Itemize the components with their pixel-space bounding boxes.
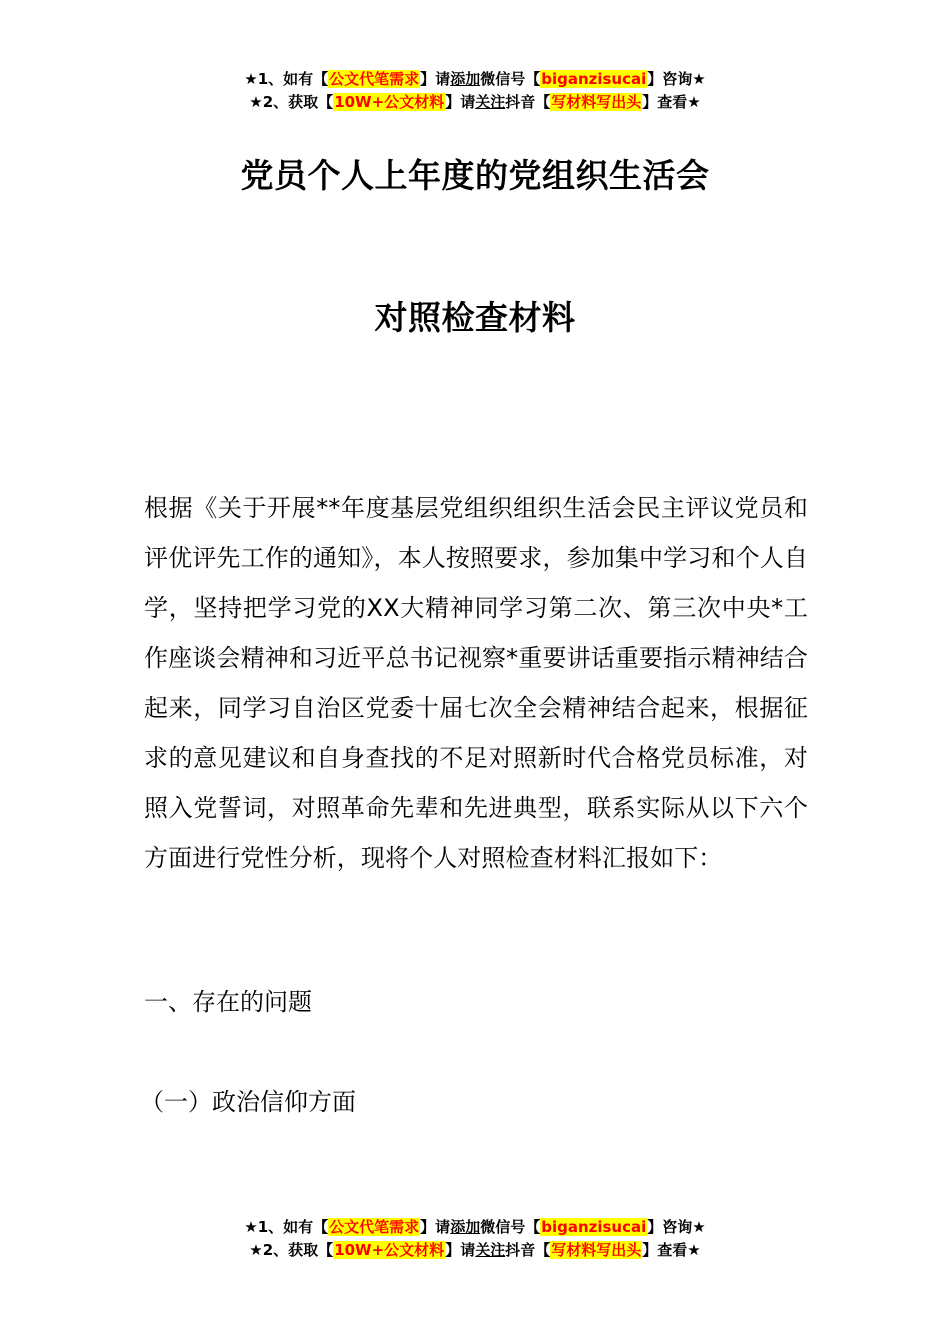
highlight-douyin-account: 写材料写出头 bbox=[551, 1241, 642, 1259]
banner-line-1: ★1、如有【公文代笔需求】请添加微信号【biganzisucai】咨询★ bbox=[244, 1218, 706, 1236]
highlight-service: 公文代笔需求 bbox=[329, 1218, 420, 1236]
highlight-wechat-id: biganzisucai bbox=[541, 1218, 647, 1236]
intro-paragraph: 根据《关于开展**年度基层党组织组织生活会民主评议党员和评优评先工作的通知》，本人按照要求，参加集中学习和个人自学，坚持把学习党的XX大精神同学习第二次、第三次中央*工作座谈会精神和习近平总书记视察*重要讲话重要指示精神结合起来，同学习自治区党委十届七次全会精神结合起来，根据征求的意见建议和自身查找的不足对照新时代合格党员标准，对照入党誓词，对照革命先辈和先进典型，联系实际从以下六个方面进行党性分析，现将个人对照检查材料汇报如下： bbox=[144, 494, 808, 872]
highlight-materials: 10W+公文材料 bbox=[334, 93, 445, 111]
highlight-douyin-account: 写材料写出头 bbox=[551, 93, 642, 111]
footer-banner bbox=[0, 1216, 950, 1262]
document-title-line-1: 党员个人上年度的党组织生活会 bbox=[240, 156, 710, 195]
underline-follow: 关注 bbox=[475, 1241, 506, 1259]
highlight-wechat-id: biganzisucai bbox=[541, 70, 647, 88]
banner-line-2: ★2、获取【10W+公文材料】请关注抖音【写材料写出头】查看★ bbox=[249, 93, 701, 111]
underline-follow: 关注 bbox=[475, 93, 506, 111]
section-heading: 一、存在的问题 bbox=[144, 988, 312, 1016]
header-banner bbox=[0, 68, 950, 114]
subsection-heading: （一）政治信仰方面 bbox=[140, 1088, 356, 1116]
banner-line-2: ★2、获取【10W+公文材料】请关注抖音【写材料写出头】查看★ bbox=[249, 1241, 701, 1259]
highlight-materials: 10W+公文材料 bbox=[334, 1241, 445, 1259]
document-title-line-2: 对照检查材料 bbox=[374, 298, 576, 337]
underline-add: 添加 bbox=[450, 70, 481, 88]
underline-add: 添加 bbox=[450, 1218, 481, 1236]
banner-line-1: ★1、如有【公文代笔需求】请添加微信号【biganzisucai】咨询★ bbox=[244, 70, 706, 88]
highlight-service: 公文代笔需求 bbox=[329, 70, 420, 88]
